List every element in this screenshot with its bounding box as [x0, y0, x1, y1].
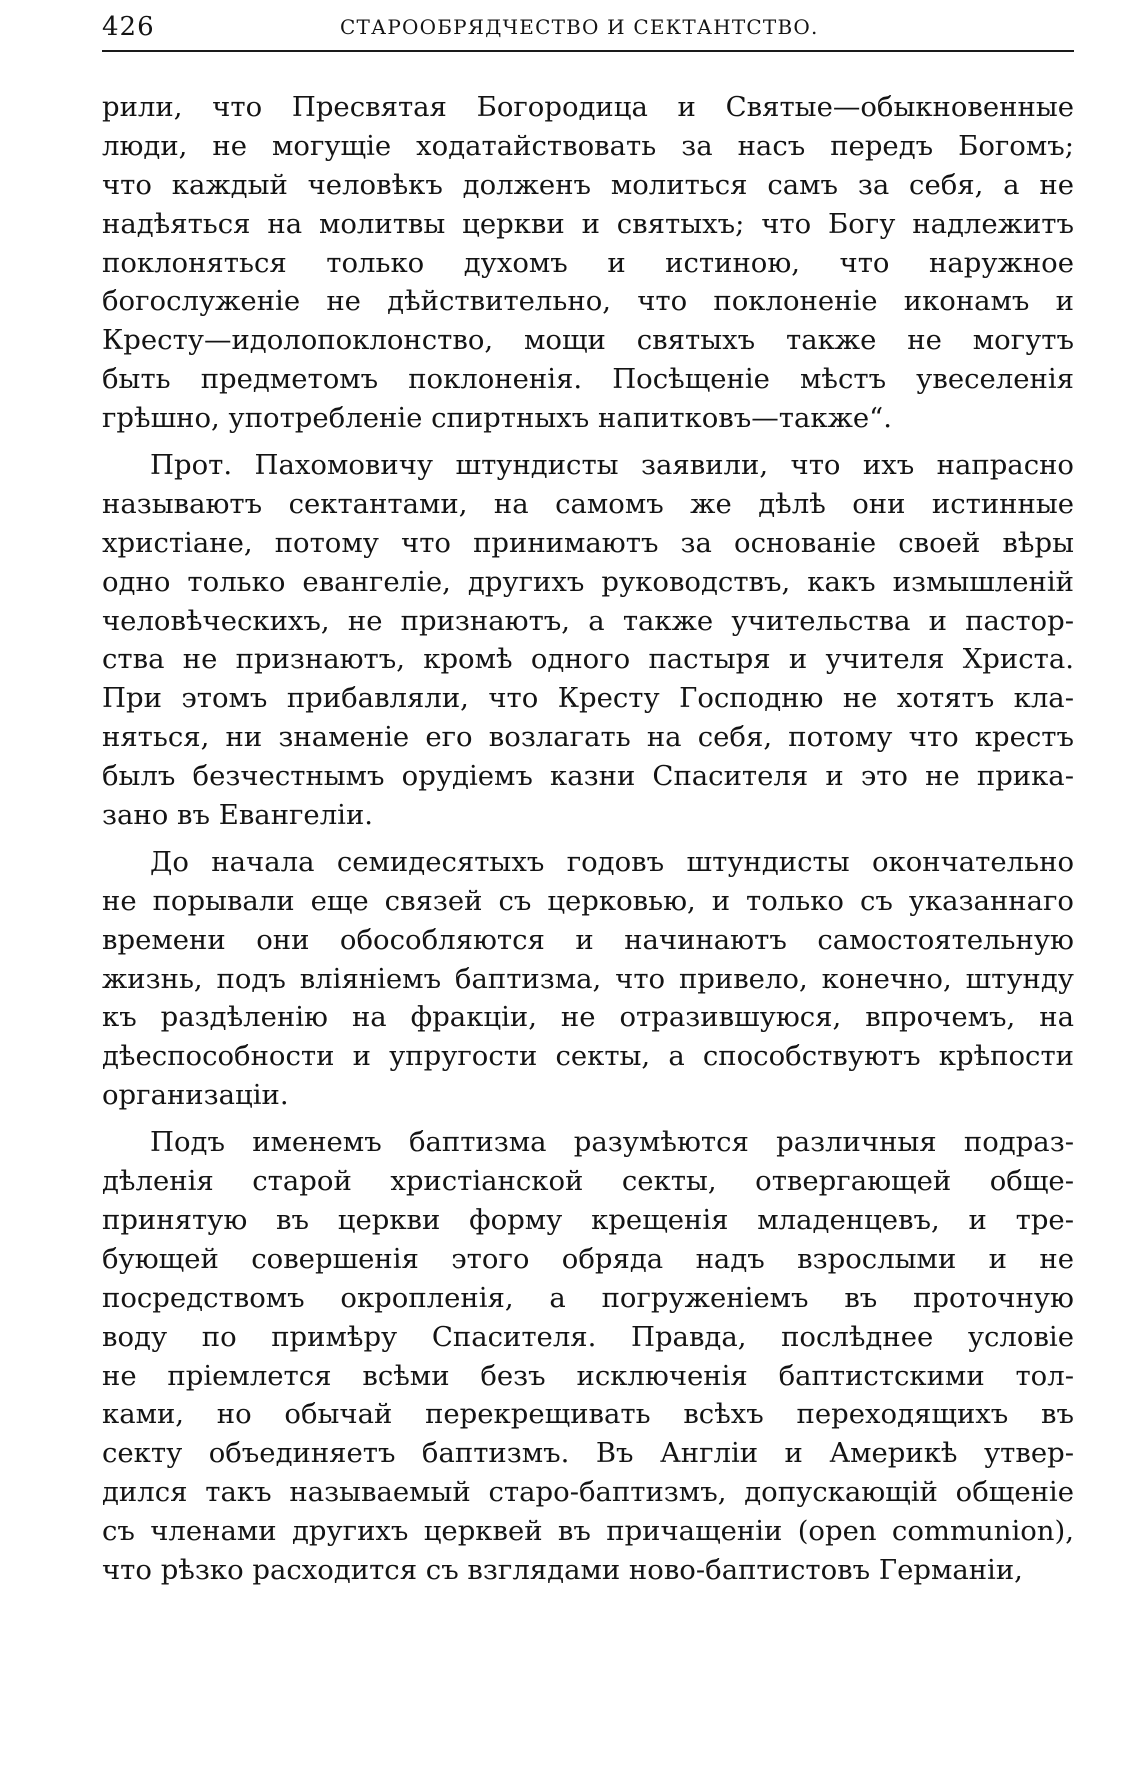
text-line: одно только евангеліе, другихъ руководствъ, какъ измышленій [102, 565, 1074, 598]
text-line: принятую въ церкви форму крещенія младенцевъ, и тре- [102, 1203, 1074, 1236]
text-line: люди, не могущіе ходатайствовать за насъ передъ Богомъ; [102, 129, 1074, 162]
text-line: христіане, потому что принимаютъ за основаніе своей вѣры [102, 526, 1074, 559]
text-line: Прот. Пахомовичу штундисты заявили, что ихъ напрасно [150, 449, 1074, 482]
text-line: не пріемлется всѣми безъ исключенія баптистскими тол- [102, 1359, 1074, 1392]
text-line: ками, но обычай перекрещивать всѣхъ переходящихъ въ [102, 1398, 1074, 1431]
text-line: посредствомъ окропленія, а погруженіемъ въ проточную [102, 1281, 1074, 1314]
header-rule [102, 50, 1074, 52]
text-line: не порывали еще связей съ церковью, и только съ указаннаго [102, 884, 1074, 917]
text-line: что рѣзко расходится съ взглядами ново-баптистовъ Германіи, [102, 1553, 1023, 1586]
text-line: дѣленія старой христіанской секты, отвергающей обще- [102, 1165, 1074, 1198]
paragraph-gap [102, 438, 1074, 446]
text-line: дѣеспособности и упругости секты, а способствуютъ крѣпости [102, 1040, 1074, 1073]
text-line: няться, ни знаменіе его возлагать на себя, потому что крестъ [102, 721, 1074, 754]
text-line: секту объединяетъ баптизмъ. Въ Англіи и Америкѣ утвер- [102, 1437, 1074, 1470]
paragraph-gap [102, 835, 1074, 843]
text-line: дился такъ называемый старо-баптизмъ, допускающій общеніе [102, 1476, 1074, 1509]
text-line: называютъ сектантами, на самомъ же дѣлѣ они истинные [102, 487, 1074, 520]
text-line: поклоняться только духомъ и истиною, что наружное [102, 246, 1074, 279]
paragraph [102, 88, 1074, 438]
text-line: Кресту—идолопоклонство, мощи святыхъ также не могутъ [102, 324, 1074, 357]
text-line: жизнь, подъ вліяніемъ баптизма, что привело, конечно, штунду [102, 962, 1074, 995]
text-line: ства не признаютъ, кромѣ одного пастыря и учителя Христа. [102, 643, 1074, 676]
text-line: бующей совершенія этого обряда надъ взрослыми и не [102, 1242, 1074, 1275]
running-title: СТАРООБРЯДЧЕСТВО И СЕКТАНТСТВО. [340, 15, 819, 39]
text-line: рили, что Пресвятая Богородица и Святые—обыкновенные [102, 91, 1074, 123]
paragraph [102, 843, 1074, 1115]
text-line: человѣческихъ, не признаютъ, а также учительства и пастор- [102, 604, 1074, 637]
text-line: При этомъ прибавляли, что Кресту Господню не хотятъ кла- [102, 682, 1074, 715]
text-line: что каждый человѣкъ долженъ молиться самъ за себя, а не [102, 168, 1074, 201]
page-number: 426 [102, 12, 155, 42]
text-line: зано въ Евангеліи. [102, 799, 374, 832]
text-line: До начала семидесятыхъ годовъ штундисты окончательно [150, 845, 1074, 878]
text-line: времени они обособляются и начинаютъ самостоятельную [102, 923, 1074, 956]
text-line: организаціи. [102, 1079, 289, 1112]
book-page [102, 0, 1074, 1586]
paragraph [102, 1123, 1074, 1590]
text-line: надѣяться на молитвы церкви и святыхъ; что Богу надлежитъ [102, 207, 1074, 240]
body-text [102, 88, 1074, 1590]
text-line: богослуженіе не дѣйствительно, что поклоненіе иконамъ и [102, 285, 1074, 318]
text-line: къ раздѣленію на фракціи, не отразившуюся, впрочемъ, на [102, 1001, 1074, 1034]
paragraph [102, 446, 1074, 835]
text-line: былъ безчестнымъ орудіемъ казни Спасителя и это не прика- [102, 760, 1074, 793]
text-line: воду по примѣру Спасителя. Правда, послѣднее условіе [102, 1320, 1074, 1353]
text-line: грѣшно, употребленіе спиртныхъ напитковъ—также“. [102, 402, 892, 435]
paragraph-gap [102, 1115, 1074, 1123]
text-line: быть предметомъ поклоненія. Посѣщеніе мѣстъ увеселенія [102, 363, 1074, 396]
page-header [102, 0, 1074, 52]
text-line: съ членами другихъ церквей въ причащеніи (open communion), [102, 1515, 1074, 1548]
text-line: Подъ именемъ баптизма разумѣются различныя подраз- [150, 1126, 1074, 1159]
